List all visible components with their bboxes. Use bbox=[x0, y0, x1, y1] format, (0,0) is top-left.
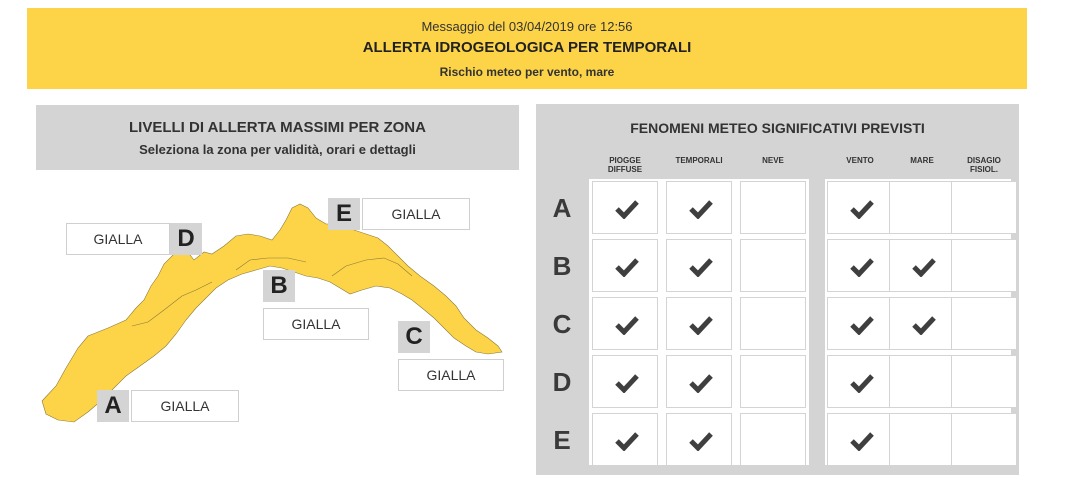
zone-levels-title: LIVELLI DI ALLERTA MASSIMI PER ZONA bbox=[129, 119, 426, 136]
zone-level: GIALLA bbox=[131, 390, 239, 422]
phenomenon-cell bbox=[827, 239, 893, 292]
zone-level: GIALLA bbox=[66, 223, 170, 255]
column-header-line1: PIOGGE bbox=[609, 156, 641, 165]
phenomenon-cell bbox=[889, 413, 955, 466]
check-icon bbox=[615, 257, 639, 277]
column-header bbox=[595, 156, 655, 174]
column-header bbox=[830, 156, 890, 165]
phenomenon-cell bbox=[666, 181, 732, 234]
check-icon bbox=[689, 373, 713, 393]
check-icon bbox=[912, 257, 936, 277]
zone-a-label[interactable] bbox=[97, 390, 239, 422]
alert-banner bbox=[27, 8, 1027, 89]
phenomenon-cell bbox=[740, 239, 806, 292]
phenomenon-cell bbox=[827, 297, 893, 350]
phenomenon-cell bbox=[951, 297, 1017, 350]
phenomenon-cell bbox=[827, 181, 893, 234]
zone-level: GIALLA bbox=[398, 359, 504, 391]
zone-letter: C bbox=[398, 321, 430, 353]
column-header-line1: NEVE bbox=[762, 156, 784, 165]
row-zone-label: D bbox=[552, 367, 572, 397]
zone-b-label[interactable] bbox=[263, 270, 369, 342]
phenomenon-cell bbox=[592, 297, 658, 350]
check-icon bbox=[689, 431, 713, 451]
check-icon bbox=[689, 257, 713, 277]
phenomena-panel bbox=[536, 104, 1019, 475]
phenomenon-cell bbox=[740, 355, 806, 408]
column-header-line2: DIFFUSE bbox=[607, 165, 643, 174]
phenomena-title: FENOMENI METEO SIGNIFICATIVI PREVISTI bbox=[630, 120, 925, 136]
zone-c-label[interactable] bbox=[398, 321, 504, 393]
phenomenon-cell bbox=[951, 355, 1017, 408]
row-zone-label: B bbox=[552, 251, 572, 281]
check-icon bbox=[850, 257, 874, 277]
phenomenon-cell bbox=[740, 181, 806, 234]
row-zone-label: E bbox=[553, 425, 571, 455]
message-timestamp: Messaggio del 03/04/2019 ore 12:56 bbox=[421, 19, 633, 34]
column-header-line2: FISIOL. bbox=[970, 165, 998, 174]
phenomenon-cell bbox=[666, 413, 732, 466]
column-header-line1: TEMPORALI bbox=[675, 156, 723, 165]
check-icon bbox=[850, 315, 874, 335]
row-zone-label: A bbox=[552, 193, 572, 223]
column-header bbox=[954, 156, 1014, 174]
phenomenon-cell bbox=[592, 239, 658, 292]
phenomenon-cell bbox=[592, 413, 658, 466]
column-header-line1: MARE bbox=[910, 156, 934, 165]
phenomenon-cell bbox=[951, 181, 1017, 234]
column-header-line1: VENTO bbox=[846, 156, 874, 165]
zone-letter: A bbox=[97, 390, 129, 422]
zone-level: GIALLA bbox=[362, 198, 470, 230]
phenomenon-cell bbox=[592, 181, 658, 234]
phenomenon-cell bbox=[592, 355, 658, 408]
phenomenon-cell bbox=[827, 355, 893, 408]
column-header bbox=[892, 156, 952, 165]
phenomenon-cell bbox=[666, 355, 732, 408]
alert-title: ALLERTA IDROGEOLOGICA PER TEMPORALI bbox=[362, 39, 692, 56]
check-icon bbox=[615, 431, 639, 451]
phenomenon-cell bbox=[827, 413, 893, 466]
zone-d-label[interactable] bbox=[66, 223, 204, 255]
check-icon bbox=[850, 199, 874, 219]
alert-subtitle: Rischio meteo per vento, mare bbox=[439, 65, 615, 79]
phenomenon-cell bbox=[666, 239, 732, 292]
phenomenon-cell bbox=[951, 413, 1017, 466]
row-zone-label: C bbox=[552, 309, 572, 339]
zone-letter: D bbox=[170, 223, 202, 255]
phenomenon-cell bbox=[889, 297, 955, 350]
column-header bbox=[743, 156, 803, 165]
phenomenon-cell bbox=[951, 239, 1017, 292]
phenomenon-cell bbox=[889, 181, 955, 234]
zone-levels-subtitle: Seleziona la zona per validità, orari e dettagli bbox=[139, 142, 416, 157]
check-icon bbox=[850, 373, 874, 393]
column-header-line1: DISAGIO bbox=[967, 156, 1001, 165]
zone-e-label[interactable] bbox=[328, 198, 470, 230]
column-header bbox=[669, 156, 729, 165]
check-icon bbox=[615, 315, 639, 335]
phenomenon-cell bbox=[740, 413, 806, 466]
check-icon bbox=[912, 315, 936, 335]
zone-levels-header bbox=[36, 105, 519, 170]
zone-level: GIALLA bbox=[263, 308, 369, 340]
check-icon bbox=[850, 431, 874, 451]
check-icon bbox=[689, 315, 713, 335]
check-icon bbox=[615, 199, 639, 219]
check-icon bbox=[689, 199, 713, 219]
phenomenon-cell bbox=[889, 239, 955, 292]
phenomenon-cell bbox=[740, 297, 806, 350]
zone-letter: E bbox=[328, 198, 360, 230]
phenomenon-cell bbox=[666, 297, 732, 350]
phenomenon-cell bbox=[889, 355, 955, 408]
check-icon bbox=[615, 373, 639, 393]
zone-letter: B bbox=[263, 270, 295, 302]
